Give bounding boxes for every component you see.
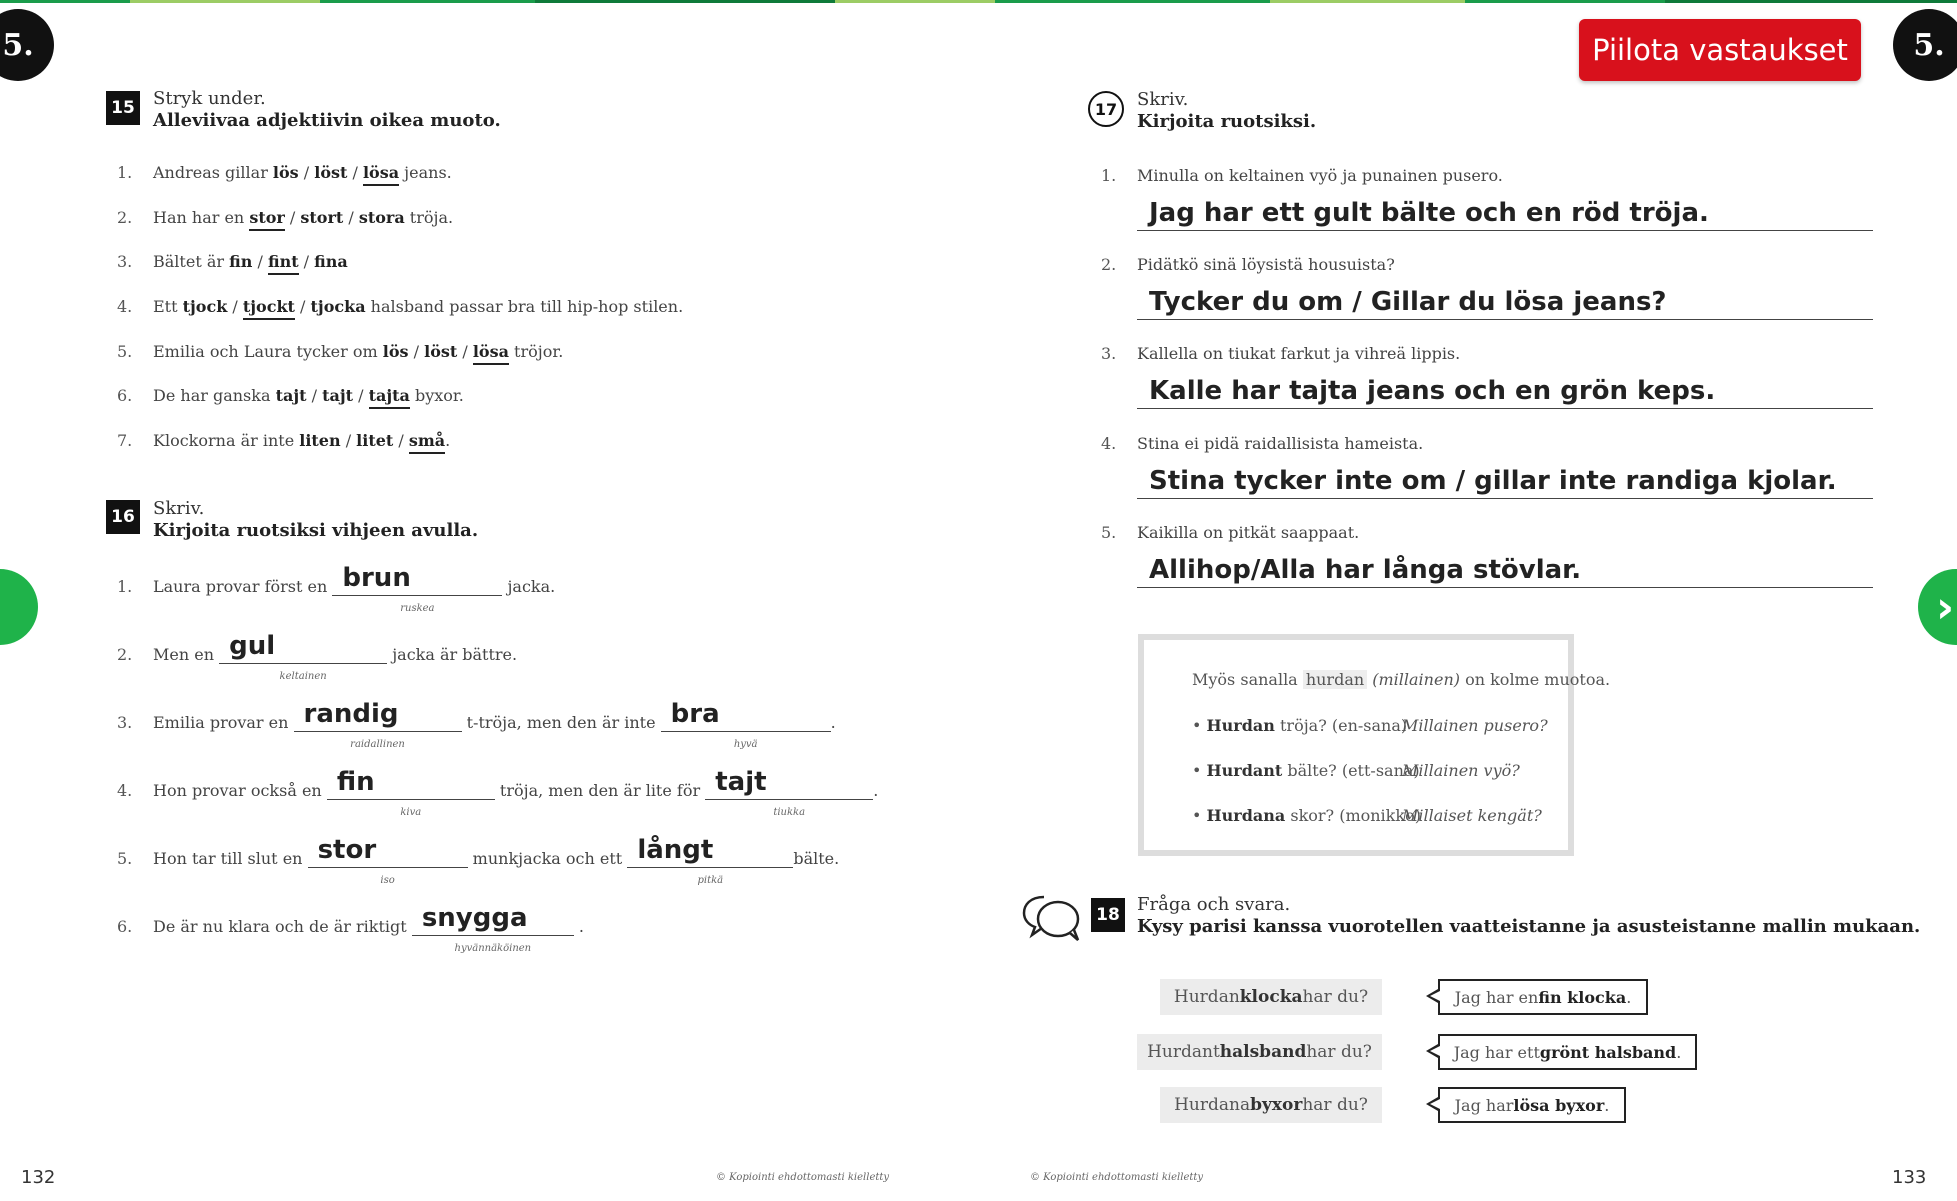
answer-line[interactable] [1137,458,1873,499]
question-bubble: Hurdan klocka har du? [1160,979,1382,1015]
prev-page-button[interactable] [0,569,38,645]
exercise-16-instruction-sv: Skriv. [153,498,205,519]
hurdan-info-box [1138,634,1611,856]
option-1[interactable]: tajt [275,386,307,405]
info-row: • Hurdan tröja? (en-sana) [1192,716,1408,735]
sentence-part-1: Laura provar först en [153,577,328,596]
info-word: Hurdan [1206,716,1275,735]
answer-line[interactable] [1137,279,1873,320]
list-item [117,563,556,614]
option-2[interactable]: tjockt [243,297,295,320]
answer-blank-1[interactable] [332,563,502,614]
option-2[interactable]: fint [268,252,299,275]
sentence-end: tröjor. [508,342,564,361]
hint-1: hyvännäköinen [454,943,532,954]
option-2[interactable]: tajt [322,386,354,405]
prompt-item [1101,523,1359,542]
option-1[interactable]: tjock [182,297,228,316]
sentence-part-1: Hon tar till slut en [153,849,303,868]
answer-blank-1[interactable] [219,631,387,682]
exercise-18-instruction-sv: Fråga och svara. [1137,894,1291,915]
sentence-part-2: jacka. [507,577,556,596]
sentence-start: Klockorna är inte [153,431,300,450]
next-page-button[interactable] [1918,569,1957,645]
exercise-17-instruction-fi: Kirjoita ruotsiksi. [1137,111,1317,132]
option-3[interactable]: tjocka [310,297,366,316]
swedish-answer: Kalle har tajta jeans och en grön keps. [1149,376,1716,406]
sentence-part-1: De är nu klara och de är riktigt [153,917,407,936]
answer-1: gul [229,631,276,661]
exercise-15-instruction-fi: Alleviivaa adjektiivin oikea muoto. [153,110,501,131]
chapter-badge-left [0,9,54,81]
swedish-answer: Jag har ett gult bälte och en röd tröja. [1149,198,1709,228]
hint-1: kiva [400,807,422,818]
item-number: 1. [1101,166,1117,185]
option-2[interactable]: litet [356,431,394,450]
exercise-18-number: 18 [1091,898,1125,932]
item-number: 2. [117,208,133,227]
list-item: 7. Klockorna är inte liten / litet / små. [117,431,450,450]
answer-bubble: Jag har lösa byxor . [1438,1087,1626,1123]
item-number: 6. [117,386,133,405]
sentence-part-1: Hon provar också en [153,781,322,800]
hide-answers-button[interactable]: Piilota vastaukset [1579,19,1861,81]
answer-1: snygga [421,903,528,933]
list-item [117,767,879,818]
option-1[interactable]: stor [249,208,285,231]
list-item: 1. Andreas gillar lös / löst / lösa jeans. [117,163,452,182]
prompt-item [1101,255,1395,274]
prompt-item [1101,434,1423,453]
answer-2: långt [637,835,714,865]
exercise-16-instruction-fi: Kirjoita ruotsiksi vihjeen avulla. [153,520,479,541]
item-number: 4. [117,781,133,800]
item-number: 1. [117,577,133,596]
exercise-15-instruction-sv: Stryk under. [153,88,266,109]
item-number: 6. [117,917,133,936]
answer-line[interactable] [1137,368,1873,409]
info-row: • Hurdant bälte? (ett-sana) [1192,761,1420,780]
sentence-part-1: Men en [153,645,215,664]
list-item [117,835,840,886]
question-bubble: Hurdana byxor har du? [1160,1087,1382,1123]
chapter-badge-right [1893,9,1957,81]
info-word: Hurdant [1206,761,1283,780]
answer-bubble: Jag har en fin klocka . [1438,979,1648,1015]
info-translation: Millainen pusero? [1402,716,1548,735]
question-bubble: Hurdant halsband har du? [1137,1034,1382,1070]
finnish-prompt: Minulla on keltainen vyö ja punainen pusero. [1137,166,1503,185]
option-3[interactable]: lösa [363,163,399,186]
exercise-17-number: 17 [1088,91,1124,127]
answer-blank-2[interactable] [661,699,831,750]
item-number: 5. [1101,523,1117,542]
answer-1: stor [317,835,377,865]
copyright-right: © Kopiointi ehdottomasti kielletty [1030,1172,1204,1183]
hint-1: raidallinen [350,739,405,750]
finnish-prompt: Kallella on tiukat farkut ja vihreä lippis. [1137,344,1461,363]
sentence-end: tröja. [404,208,454,227]
prompt-item [1101,344,1460,363]
sentence-start: Andreas gillar [153,163,273,182]
answer-blank-2[interactable] [705,767,873,818]
item-number: 3. [1101,344,1117,363]
option-3[interactable]: lösa [473,342,509,365]
option-3[interactable]: små [409,431,445,454]
answer-blank-1[interactable] [412,903,574,954]
chevron-right-icon: › [1936,581,1955,633]
info-intro: Myös sanalla hurdan (millainen) on kolme muotoa. [1192,670,1611,689]
option-3[interactable]: fina [314,252,348,271]
hint-1: iso [380,875,395,886]
top-color-bar [0,0,1957,3]
list-item: 2. Han har en stor / stort / stora tröja. [117,208,453,227]
answer-1: fin [336,767,375,797]
sentence-part-2: jacka är bättre. [392,645,518,664]
item-number: 5. [117,342,133,361]
hint-2: pitkä [697,875,724,886]
answer-1: randig [303,699,399,729]
info-example: tröja? (en-sana) [1274,716,1408,735]
sentence-end: . [445,431,451,450]
sentence-end: jeans. [399,163,452,182]
option-3[interactable]: stora [358,208,405,227]
list-item [117,903,584,954]
info-example: skor? (monikko) [1285,806,1421,825]
exercise-16-number: 16 [106,500,140,534]
sentence-part-2: tröja, men den är lite för [499,781,701,800]
sentence-part-3: . [873,781,879,800]
option-1[interactable]: fin [229,252,253,271]
item-number: 2. [1101,255,1117,274]
option-2[interactable]: stort [300,208,344,227]
answer-blank-1[interactable] [294,699,462,750]
sentence-part-3: . [830,713,836,732]
list-item: 5. Emilia och Laura tycker om lös / löst / lösa tröjor. [117,342,563,361]
list-item [117,631,518,682]
sentence-part-1: Emilia provar en [153,713,289,732]
finnish-prompt: Stina ei pidä raidallisista hameista. [1137,434,1424,453]
page-number-left: 132 [21,1167,56,1188]
item-number: 4. [117,297,133,316]
item-number: 4. [1101,434,1117,453]
prompt-item [1101,166,1503,185]
info-example: bälte? (ett-sana) [1282,761,1420,780]
info-row: • Hurdana skor? (monikko) [1192,806,1421,825]
answer-blank-1[interactable] [308,835,468,886]
item-number: 3. [117,713,133,732]
option-1[interactable]: liten [299,431,341,450]
exercise-15-number: 15 [106,91,140,125]
sentence-start: Han har en [153,208,250,227]
answer-blank-1[interactable] [327,767,495,818]
option-2[interactable]: löst [314,163,348,182]
item-number: 2. [117,645,133,664]
swedish-answer: Stina tycker inte om / gillar inte randiga kjolar. [1149,466,1837,496]
exercise-17-instruction-sv: Skriv. [1137,89,1189,110]
item-number: 5. [117,849,133,868]
sentence-start: De har ganska [153,386,276,405]
finnish-prompt: Pidätkö sinä löysistä housuista? [1137,255,1395,274]
option-2[interactable]: löst [424,342,458,361]
sentence-end: halsband passar bra till hip-hop stilen. [365,297,684,316]
answer-2: tajt [715,767,767,797]
hint-2: tiukka [773,807,806,818]
list-item [117,699,836,750]
sentence-end: byxor. [409,386,464,405]
info-translation: Millaiset kengät? [1402,806,1542,825]
info-translation: Millainen vyö? [1402,761,1520,780]
swedish-answer: Tycker du om / Gillar du lösa jeans? [1149,287,1667,317]
sentence-start: Ett [153,297,183,316]
list-item: 3. Bältet är fin / fint / fina [117,252,348,271]
hint-1: ruskea [400,603,435,614]
info-word: Hurdana [1206,806,1286,825]
exercise-18-instruction-fi: Kysy parisi kanssa vuorotellen vaatteistanne ja asusteistanne mallin mukaan. [1137,916,1921,937]
option-1[interactable]: lös [272,163,299,182]
hint-1: keltainen [279,671,327,682]
sentence-start: Bältet är [153,252,230,271]
sentence-part-2: munkjacka och ett [472,849,623,868]
list-item: 4. Ett tjock / tjockt / tjocka halsband passar bra till hip-hop stilen. [117,297,683,316]
item-number: 3. [117,252,133,271]
option-1[interactable]: lös [382,342,409,361]
sentence-part-2: . [578,917,584,936]
answer-1: brun [342,563,411,593]
list-item: 6. De har ganska tajt / tajt / tajta byxor. [117,386,464,405]
answer-line[interactable] [1137,190,1873,231]
answer-blank-2[interactable] [627,835,793,886]
answer-bubble: Jag har ett grönt halsband . [1438,1034,1697,1070]
item-number: 1. [117,163,133,182]
answer-2: bra [670,699,720,729]
page-number-right: 133 [1892,1167,1927,1188]
sentence-part-3: bälte. [793,849,840,868]
sentence-start: Emilia och Laura tycker om [153,342,383,361]
chapter-number: 5. [1913,27,1945,63]
chapter-number: 5. [2,27,34,63]
answer-line[interactable] [1137,547,1873,588]
finnish-prompt: Kaikilla on pitkät saappaat. [1137,523,1360,542]
hint-2: hyvä [733,739,758,750]
swedish-answer: Allihop/Alla har långa stövlar. [1149,555,1582,585]
copyright-left: © Kopiointi ehdottomasti kielletty [716,1172,890,1183]
option-3[interactable]: tajta [369,386,410,409]
speech-bubbles-icon [1022,893,1082,943]
sentence-part-2: t-tröja, men den är inte [466,713,656,732]
item-number: 7. [117,431,133,450]
